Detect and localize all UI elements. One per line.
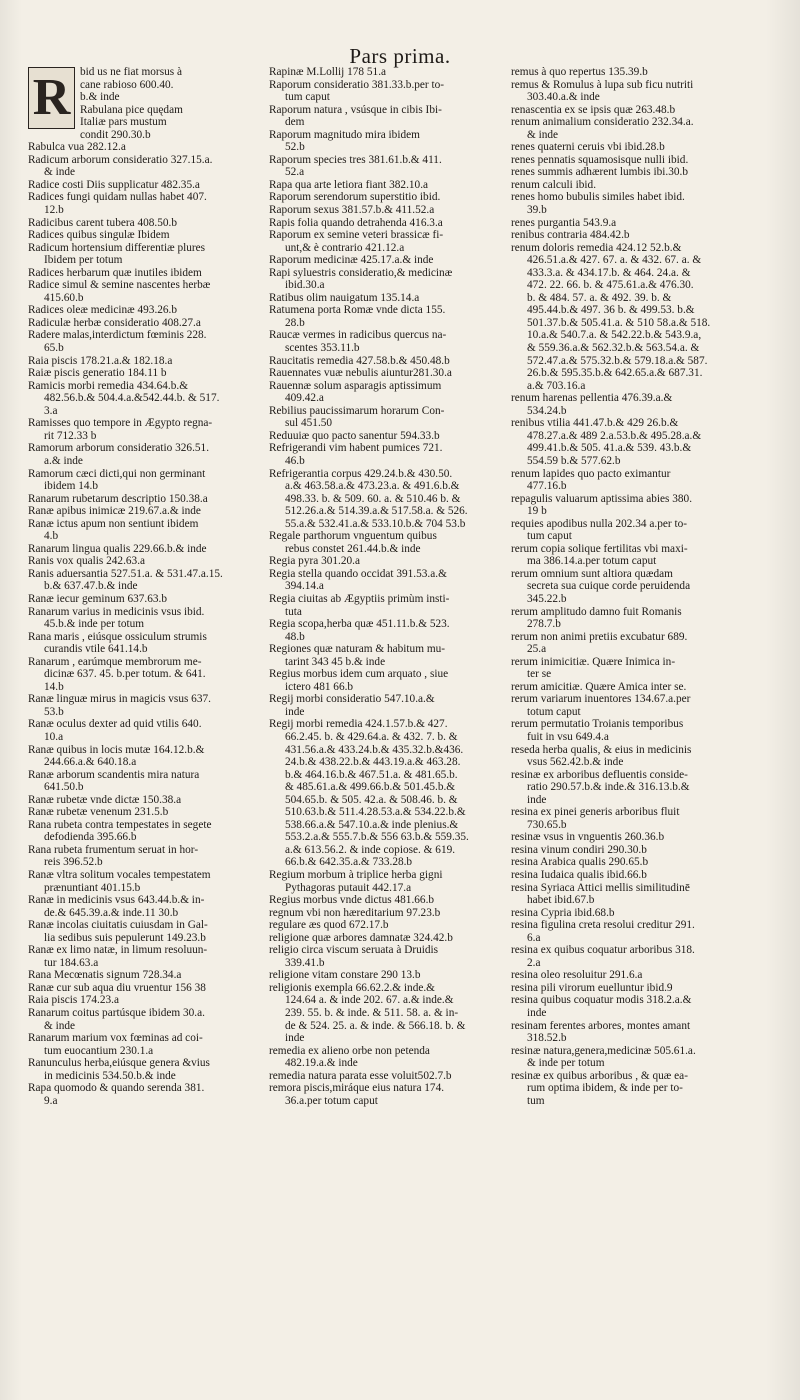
index-entry-line: Radicum hortensium differentiæ plures — [28, 241, 206, 254]
index-entry-line: Pythagoras putauit 442.17.a — [285, 881, 412, 894]
index-entry-line: Ranæ in medicinis vsus 643.44.b.& in- — [28, 894, 205, 907]
index-entry-line: 26.b.& 595.35.b.& 642.65.a.& 687.31. — [527, 367, 703, 380]
index-entry-line: remus & Romulus à lupa sub ficu nutriti — [511, 78, 694, 91]
index-entry-line: Radices fungi quidam nullas habet 407. — [28, 191, 207, 204]
index-entry-line: 55.a.& 532.41.a.& 533.10.b.& 704 53.b — [285, 517, 466, 530]
index-entry-line: 499.41.b.& 505. 41.a.& 539. 43.b.& — [527, 442, 692, 455]
index-entry-line: 25.a — [527, 643, 547, 656]
index-entry-line: Ranarum marium vox fœminas ad coi- — [28, 1032, 203, 1045]
index-entry-line: 472. 22. 66. b. & 475.61.a.& 476.30. — [527, 279, 694, 292]
index-entry-line: requies apodibus nulla 202.34 a.per to- — [511, 517, 688, 530]
index-entry-line: Regius morbus vnde dictus 481.66.b — [269, 894, 435, 907]
index-entry-line: renum lapides quo pacto eximantur — [511, 467, 671, 480]
index-entry-line: tum caput — [285, 91, 330, 104]
index-entry-line: resina Arabica qualis 290.65.b — [511, 856, 649, 869]
index-entry-line: inde — [285, 1032, 305, 1045]
index-entry-line: 553.2.a.& 555.7.b.& 556 63.b.& 559.35. — [285, 831, 469, 844]
index-entry-line: 278.7.b — [527, 618, 561, 631]
index-entry-line: curandis vtile 641.14.b — [44, 643, 148, 656]
index-entry-line: Ranæ rubetæ venenum 231.5.b — [28, 806, 169, 819]
index-entry-line: 239. 55. b. & inde. & 511. 58. a. & in- — [285, 1007, 459, 1020]
index-entry-line: renum harenas pellentia 476.39.a.& — [511, 392, 673, 405]
index-entry-line: resina ex quibus coquatur arboribus 318. — [511, 944, 695, 957]
index-entry-line: 28.b — [285, 316, 305, 329]
index-entry-line: Ranæ oculus dexter ad quid vtilis 640. — [28, 718, 202, 731]
index-entry-line: Rabulca vua 282.12.a — [28, 141, 126, 154]
index-entry-line: de.& 645.39.a.& inde.11 30.b — [44, 906, 179, 919]
index-entry-line: Rapi syluestris consideratio,& medicinæ — [269, 266, 453, 279]
index-entry-line: resina pili virorum euelluntur ibid.9 — [511, 981, 673, 994]
index-entry-line: regnum vbi non hæreditarium 97.23.b — [269, 906, 441, 919]
index-entry-line: resinæ ex arboribus defluentis conside- — [511, 768, 688, 781]
index-entry-line: b.& 637.47.b.& inde — [44, 580, 138, 593]
index-entry-line: Ranæ linguæ mirus in magicis vsus 637. — [28, 693, 211, 706]
index-entry-line: Radiculæ herbæ consideratio 408.27.a — [28, 316, 201, 329]
index-entry-line: & 485.61.a.& 499.66.b.& 501.45.b.& — [285, 781, 456, 794]
index-entry-line: remus à quo repertus 135.39.b — [511, 66, 648, 78]
index-entry-line: renes homo bubulis similes habet ibid. — [511, 191, 685, 204]
index-entry-line: tum caput — [527, 530, 572, 543]
index-entry-line: & 559.36.a.& 562.32.b.& 563.54.a. & — [527, 342, 700, 355]
index-entry-line: renum animalium consideratio 232.34.a. — [511, 116, 694, 129]
index-column-2 — [269, 66, 506, 1107]
index-entry-line: 14.b — [44, 680, 64, 693]
index-entry-line: 641.50.b — [44, 781, 84, 794]
index-entry-line: 66.b.& 642.35.a.& 733.28.b — [285, 856, 413, 869]
index-entry-line: Rapinæ M.Lollij 178 51.a — [269, 66, 387, 78]
index-entry-line: Ratibus olim nauigatum 135.14.a — [269, 291, 420, 304]
index-entry-line: rerum inimicitiæ. Quære Inimica in- — [511, 655, 676, 668]
index-entry-line: 4.b — [44, 530, 59, 543]
index-entry-line: tarint 343 45 b.& inde — [285, 655, 386, 668]
index-entry-line: scentes 353.11.b — [285, 342, 360, 355]
index-entry-line: resina Syriaca Attici mellis similitudinē — [511, 881, 690, 894]
index-entry-line: Raiæ piscis generatio 184.11 b — [28, 367, 167, 380]
index-entry-line: religione quæ arbores damnatæ 324.42.b — [269, 931, 453, 944]
index-entry-line: 431.56.a.& 433.24.b.& 435.32.b.&436. — [285, 743, 464, 756]
index-entry-line: 478.27.a.& 489 2.a.53.b.& 495.28.a.& — [527, 429, 702, 442]
index-column-1 — [28, 66, 264, 1107]
index-entry-line: vsus 562.42.b.& inde — [527, 756, 624, 769]
index-entry-line: 495.44.b.& 497. 36 b. & 499.53. b.& — [527, 304, 695, 317]
index-entry-line: 730.65.b — [527, 818, 567, 831]
index-entry-line: Refrigerantia corpus 429.24.b.& 430.50. — [269, 467, 453, 480]
index-entry-line: 339.41.b — [285, 956, 325, 969]
page-header: Pars prima. — [349, 44, 451, 68]
index-entry-line: 48.b — [285, 630, 305, 643]
index-entry-line: Ranarum , earúmque membrorum me- — [28, 655, 202, 668]
index-entry-line: Radices oleæ medicinæ 493.26.b — [28, 304, 178, 317]
index-entry-line: Ranæ quibus in locis mutæ 164.12.b.& — [28, 743, 205, 756]
index-entry-line: a.& 703.16.a — [527, 379, 586, 392]
index-entry-line: religione vitam constare 290 13.b — [269, 969, 421, 982]
index-entry-line: 10.a.& 540.7.a. & 542.22.b.& 543.9.a, — [527, 329, 702, 342]
index-entry-line: rerum variarum inuentores 134.67.a.per — [511, 693, 691, 706]
index-entry-line: Rapa quomodo & quando serenda 381. — [28, 1082, 205, 1095]
index-entry-line: 477.16.b — [527, 480, 567, 493]
index-entry-line: renes pennatis squamosisque nulli ibid. — [511, 153, 689, 166]
index-entry-line: Raucæ vermes in radicibus quercus na- — [269, 329, 447, 342]
index-entry-line: inde — [285, 705, 305, 718]
index-entry-line: Ramorum arborum consideratio 326.51. — [28, 442, 210, 455]
index-entry-line: 415.60.b — [44, 291, 84, 304]
index-entry-line: rerum non animi pretiis excubatur 689. — [511, 630, 688, 643]
index-entry-line: Ranæ rubetæ vnde dictæ 150.38.a — [28, 793, 182, 806]
index-entry-line: 504.65.b. & 505. 42.a. & 508.46. b. & — [285, 793, 458, 806]
index-entry-line: Raporum sexus 381.57.b.& 411.52.a — [269, 204, 435, 217]
index-entry-line: 512.26.a.& 514.39.a.& 517.58.a. & 526. — [285, 505, 468, 518]
index-entry-line: & inde — [44, 166, 76, 179]
index-entry-line: 66.2.45. b. & 429.64.a. & 432. 7. b. & — [285, 730, 458, 743]
index-entry-line: reis 396.52.b — [44, 856, 103, 869]
index-entry-line: resina oleo resoluitur 291.6.a — [511, 969, 643, 982]
index-entry-line: 53.b — [44, 705, 64, 718]
index-entry-line: Regia ciuitas ab Ægyptiis primùm insti- — [269, 592, 450, 605]
index-entry-line: 52.b — [285, 141, 305, 154]
index-entry-line: ratio 290.57.b.& inde.& 316.13.b.& — [527, 781, 690, 794]
index-entry-line: sul 451.50 — [285, 417, 333, 430]
index-entry-line: 39.b — [527, 204, 547, 217]
index-entry-line: 19 b — [527, 505, 547, 518]
index-entry-line: b. & 484. 57. a. & 492. 39. b. & — [527, 291, 672, 304]
index-entry-line: ter se — [527, 668, 552, 681]
index-entry-line: b.& inde — [80, 91, 120, 104]
index-entry-line: Ramisses quo tempore in Ægypto regna- — [28, 417, 213, 430]
index-entry-line: Radice costi Diis supplicatur 482.35.a — [28, 178, 200, 191]
dropcap-initial: R — [28, 67, 75, 129]
index-entry-line: Ratumena porta Romæ vnde dicta 155. — [269, 304, 446, 317]
index-entry-line: Radice simul & semine nascentes herbæ — [28, 279, 211, 292]
index-entry-line: Ranæ ictus apum non sentiunt ibidem — [28, 517, 199, 530]
index-entry-line: tum — [527, 1094, 545, 1107]
index-entry-line: 394.14.a — [285, 580, 324, 593]
index-entry-line: 2.a — [527, 956, 541, 969]
index-entry-line: fuit in vsu 649.4.a — [527, 730, 609, 743]
index-entry-line: Radices herbarum quæ inutiles ibidem — [28, 266, 202, 279]
index-entry-line: bid us ne fiat morsus à — [80, 66, 182, 78]
index-entry-line: 501.37.b.& 505.41.a. & 510 58.a.& 518. — [527, 316, 711, 329]
index-entry-line: Raporum serendorum superstitio ibid. — [269, 191, 441, 204]
index-entry-line: resinæ ex quibus arboribus , & quæ ea- — [511, 1069, 688, 1082]
index-entry-line: 482.56.b.& 504.4.a.&542.44.b. & 517. — [44, 392, 220, 405]
index-entry-line: secreta sua cuique corde peruidenda — [527, 580, 691, 593]
index-entry-line: 36.a.per totum caput — [285, 1094, 378, 1107]
index-entry-line: Radicibus carent tubera 408.50.b — [28, 216, 178, 229]
index-entry-line: Regia stella quando occidat 391.53.a.& — [269, 567, 447, 580]
index-entry-line: 554.59 b.& 577.62.b — [527, 454, 621, 467]
index-entry-line: unt,& è contrario 421.12.a — [285, 241, 405, 254]
index-entry-line: Raporum medicinæ 425.17.a.& inde — [269, 254, 434, 267]
index-entry-line: Rana rubeta frumentum seruat in hor- — [28, 843, 199, 856]
index-entry-line: Regale parthorum vnguentum quibus — [269, 530, 437, 543]
index-entry-line: Radere malas,interdictum fœminis 228. — [28, 329, 207, 342]
index-entry-line: Rauennates vuæ nebulis aiuntur281.30.a — [269, 367, 452, 380]
index-entry-line: resina ex pinei generis arboribus fluit — [511, 806, 680, 819]
index-entry-line: Radicum arborum consideratio 327.15.a. — [28, 153, 213, 166]
index-entry-line: Ramicis morbi remedia 434.64.b.& — [28, 379, 189, 392]
index-entry-line: Raucitatis remedia 427.58.b.& 450.48.b — [269, 354, 450, 367]
index-entry-line: Regij morbi remedia 424.1.57.b.& 427. — [269, 718, 448, 731]
index-entry-line: totum caput — [527, 705, 581, 718]
index-entry-line: cane rabioso 600.40. — [80, 78, 174, 91]
index-entry-line: Ramorum cæci dicti,qui non germinant — [28, 467, 206, 480]
index-entry-line: 433.3.a. & 434.17.b. & 464. 24.a. & — [527, 266, 691, 279]
index-entry-line: a.& inde — [44, 454, 83, 467]
index-entry-line: Regij morbi consideratio 547.10.a.& — [269, 693, 435, 706]
index-entry-line: Ranæ ex limo natæ, in limum resoluun- — [28, 944, 208, 957]
index-entry-line: inde — [527, 793, 547, 806]
index-entry-line: 6.a — [527, 931, 541, 944]
index-entry-line: ma 386.14.a.per totum caput — [527, 555, 657, 568]
index-entry-line: Regiones quæ naturam & habitum mu- — [269, 643, 446, 656]
index-entry-line: resinæ natura,genera,medicinæ 505.61.a. — [511, 1044, 696, 1057]
index-entry-line: 46.b — [285, 454, 305, 467]
index-entry-line: condit 290.30.b — [80, 128, 151, 141]
index-entry-line: religionis exempla 66.62.2.& inde.& — [269, 981, 435, 994]
index-entry-line: 52.a — [285, 166, 305, 179]
index-entry-line: renibus vtilia 441.47.b.& 429 26.b.& — [511, 417, 679, 430]
index-entry-line: de & 524. 25. a. & inde. & 566.18. b. & — [285, 1019, 466, 1032]
index-entry-line: Italiæ pars mustum — [80, 116, 167, 129]
index-entry-line: resinæ vsus in vnguentis 260.36.b — [511, 831, 665, 844]
index-entry-line: rerum permutatio Troianis temporibus — [511, 718, 684, 731]
index-entry-line: Raporum consideratio 381.33.b.per to- — [269, 78, 445, 91]
index-entry-line: renes purgantia 543.9.a — [511, 216, 617, 229]
index-entry-line: Radices quibus singulæ Ibidem — [28, 229, 170, 242]
index-entry-line: Regia pyra 301.20.a — [269, 555, 360, 568]
index-entry-line: & inde — [527, 128, 559, 141]
index-entry-line: 24.b.& 438.22.b.& 443.19.a.& 463.28. — [285, 756, 461, 769]
index-entry-line: ictero 481 66.b — [285, 680, 354, 693]
index-entry-line: Ibidem per totum — [44, 254, 123, 267]
index-entry-line: repagulis valuarum aptissima abies 380. — [511, 492, 693, 505]
index-entry-line: Ranis aduersantia 527.51.a. & 531.47.a.15. — [28, 567, 223, 580]
index-entry-line: 124.64 a. & inde 202. 67. a.& inde.& — [285, 994, 454, 1007]
index-entry-line: Regius morbus idem cum arquato , siue — [269, 668, 449, 681]
index-entry-line: Ranæ cur sub aqua diu vruentur 156 38 — [28, 981, 206, 994]
index-entry-line: dicinæ 637. 45. b.per totum. & 641. — [44, 668, 206, 681]
index-entry-line: inde — [527, 1007, 547, 1020]
index-entry-line: Rabulana pice quędam — [80, 103, 183, 116]
index-entry-line: reseda herba qualis, & eius in medicinis — [511, 743, 692, 756]
index-entry-line: Rana maris , eiúsque ossiculum strumis — [28, 630, 207, 643]
index-entry-line: Rapa qua arte letiora fiant 382.10.a — [269, 178, 429, 191]
index-entry-line: prænuntiant 401.15.b — [44, 881, 141, 894]
index-entry-line: 244.66.a.& 640.18.a — [44, 756, 137, 769]
index-entry-line: remedia natura parata esse voluit502.7.b — [269, 1069, 452, 1082]
index-entry-line: regulare æs quod 672.17.b — [269, 919, 389, 932]
index-entry-line: defodienda 395.66.b — [44, 831, 137, 844]
index-entry-line: renes summis adhærent lumbis ibi.30.b — [511, 166, 688, 179]
index-entry-line: Raporum ex semine veteri brassicæ fi- — [269, 229, 444, 242]
index-entry-line: Ranarum varius in medicinis vsus ibid. — [28, 605, 205, 618]
index-entry-line: Ranæ incolas ciuitatis cuiusdam in Gal- — [28, 919, 208, 932]
index-entry-line: renascentia ex se ipsis quæ 263.48.b — [511, 103, 676, 116]
index-entry-line: Regium morbum à triplice herba gigni — [269, 869, 443, 881]
index-entry-line: 510.63.b.& 511.4.28.53.a.& 534.22.b.& — [285, 806, 466, 819]
index-entry-line: Rauennæ solum asparagis aptissimum — [269, 379, 442, 392]
index-entry-line: & inde — [44, 1019, 76, 1032]
index-entry-line: tum euocantium 230.1.a — [44, 1044, 154, 1057]
index-entry-line: habet ibid.67.b — [527, 894, 595, 907]
index-entry-line: rerum amicitiæ. Quære Amica inter se. — [511, 680, 687, 693]
index-entry-line: 534.24.b — [527, 404, 567, 417]
index-entry-line: 10.a — [44, 730, 64, 743]
index-column-3 — [511, 66, 768, 1107]
index-entry-line: a.& 463.58.a.& 473.23.a. & 491.6.b.& — [285, 480, 460, 493]
index-entry-line: rerum amplitudo damno fuit Romanis — [511, 605, 682, 618]
index-entry-line: rerum omnium sunt altiora quædam — [511, 567, 673, 580]
index-entry-line: resina Cypria ibid.68.b — [511, 906, 615, 919]
index-entry-line: Raporum species tres 381.61.b.& 411. — [269, 153, 442, 166]
index-entry-line: remedia ex alieno orbe non petenda — [269, 1044, 430, 1057]
index-entry-line: Rana Mecœnatis signum 728.34.a — [28, 969, 182, 982]
index-entry-line: renes quaterni ceruis vbi ibid.28.b — [511, 141, 665, 154]
index-entry-line: 409.42.a — [285, 392, 324, 405]
index-entry-line: Ranarum rubetarum descriptio 150.38.a — [28, 492, 208, 505]
index-entry-line: Raporum natura , vsúsque in cibis Ibi- — [269, 103, 442, 116]
index-entry-line: ibidem 14.b — [44, 480, 98, 493]
index-entry-line: Raia piscis 178.21.a.& 182.18.a — [28, 354, 173, 367]
index-entry-line: 482.19.a.& inde — [285, 1057, 358, 1070]
index-entry-line: tuta — [285, 605, 302, 618]
index-entry-line: renum doloris remedia 424.12 52.b.& — [511, 241, 682, 254]
index-entry-line: a.& 613.56.2. & inde copiose. & 619. — [285, 843, 456, 856]
index-entry-line: Refrigerandi vim habent pumices 721. — [269, 442, 443, 455]
index-entry-line: 498.33. b. & 509. 60. a. & 510.46 b. & — [285, 492, 461, 505]
index-entry-line: Rana rubeta contra tempestates in segete — [28, 818, 212, 831]
index-entry-line: 345.22.b — [527, 592, 567, 605]
index-entry-line: resina quibus coquatur modis 318.2.a.& — [511, 994, 692, 1007]
index-entry-line: 538.66.a.& 547.10.a.& inde plenius.& — [285, 818, 459, 831]
page-gutter-shadow — [0, 0, 22, 1400]
index-entry-line: renum calculi ibid. — [511, 178, 597, 191]
index-entry-line: Ranæ apibus inimicæ 219.67.a.& inde — [28, 505, 201, 518]
index-entry-line: Rebilius paucissimarum horarum Con- — [269, 404, 445, 417]
index-entry-line: 318.52.b — [527, 1032, 567, 1045]
page-edge-shadow — [766, 0, 800, 1400]
index-entry-line: tur 184.63.a — [44, 956, 99, 969]
index-entry-line: 3.a — [44, 404, 58, 417]
index-entry-line: religio circa viscum seruata à Druidis — [269, 944, 439, 957]
index-entry-line: Ranæ vltra solitum vocales tempestatem — [28, 869, 211, 881]
index-entry-line: lia sedibus suis pepulerunt 149.23.b — [44, 931, 206, 944]
index-entry-line: Ranæ arborum scandentis mira natura — [28, 768, 200, 781]
index-entry-line: rerum copia solique fertilitas vbi maxi- — [511, 542, 688, 555]
index-entry-line: resina figulina creta resolui creditur 291. — [511, 919, 695, 932]
index-entry-line: resina vinum condiri 290.30.b — [511, 843, 647, 856]
index-entry-line: Ranis vox qualis 242.63.a — [28, 555, 146, 568]
index-entry-line: Rapis folia quando detrahenda 416.3.a — [269, 216, 443, 229]
index-entry-line: ibid.30.a — [285, 279, 325, 292]
index-entry-line: 12.b — [44, 204, 64, 217]
index-entry-line: rum optima ibidem, & inde per to- — [527, 1082, 683, 1095]
index-entry-line: Regia scopa,herba quæ 451.11.b.& 523. — [269, 618, 450, 631]
index-entry-line: dem — [285, 116, 305, 129]
index-entry-line: renibus contraria 484.42.b — [511, 229, 630, 242]
index-entry-line: Ranæ iecur geminum 637.63.b — [28, 592, 167, 605]
index-entry-line: rit 712.33 b — [44, 429, 97, 442]
index-entry-line: Raporum magnitudo mira ibidem — [269, 128, 420, 141]
index-entry-line: rebus constet 261.44.b.& inde — [285, 542, 421, 555]
index-entry-line: Raia piscis 174.23.a — [28, 994, 119, 1007]
index-entry-line: 9.a — [44, 1094, 58, 1107]
index-entry-line: remora piscis,miráque eius natura 174. — [269, 1082, 445, 1095]
index-entry-line: Ranunculus herba,eiúsque genera &vius — [28, 1057, 210, 1070]
index-entry-line: resinam ferentes arbores, montes amant — [511, 1019, 691, 1032]
index-entry-line: in medicinis 534.50.b.& inde — [44, 1069, 176, 1082]
index-entry-line: b.& 464.16.b.& 467.51.a. & 481.65.b. — [285, 768, 458, 781]
index-entry-line: resina Iudaica qualis ibid.66.b — [511, 869, 647, 881]
index-entry-line: Ranarum coitus partúsque ibidem 30.a. — [28, 1007, 205, 1020]
index-entry-line: 303.40.a.& inde — [527, 91, 600, 104]
index-entry-line: Ranarum lingua qualis 229.66.b.& inde — [28, 542, 207, 555]
index-entry-line: 572.47.a.& 575.32.b.& 579.18.a.& 587. — [527, 354, 708, 367]
index-entry-line: 65.b — [44, 342, 64, 355]
index-entry-line: & inde per totum — [527, 1057, 605, 1070]
index-entry-line: 45.b.& inde per totum — [44, 618, 145, 631]
index-entry-line: 426.51.a.& 427. 67. a. & 432. 67. a. & — [527, 254, 702, 267]
index-entry-line: Reduuiæ quo pacto sanentur 594.33.b — [269, 429, 440, 442]
